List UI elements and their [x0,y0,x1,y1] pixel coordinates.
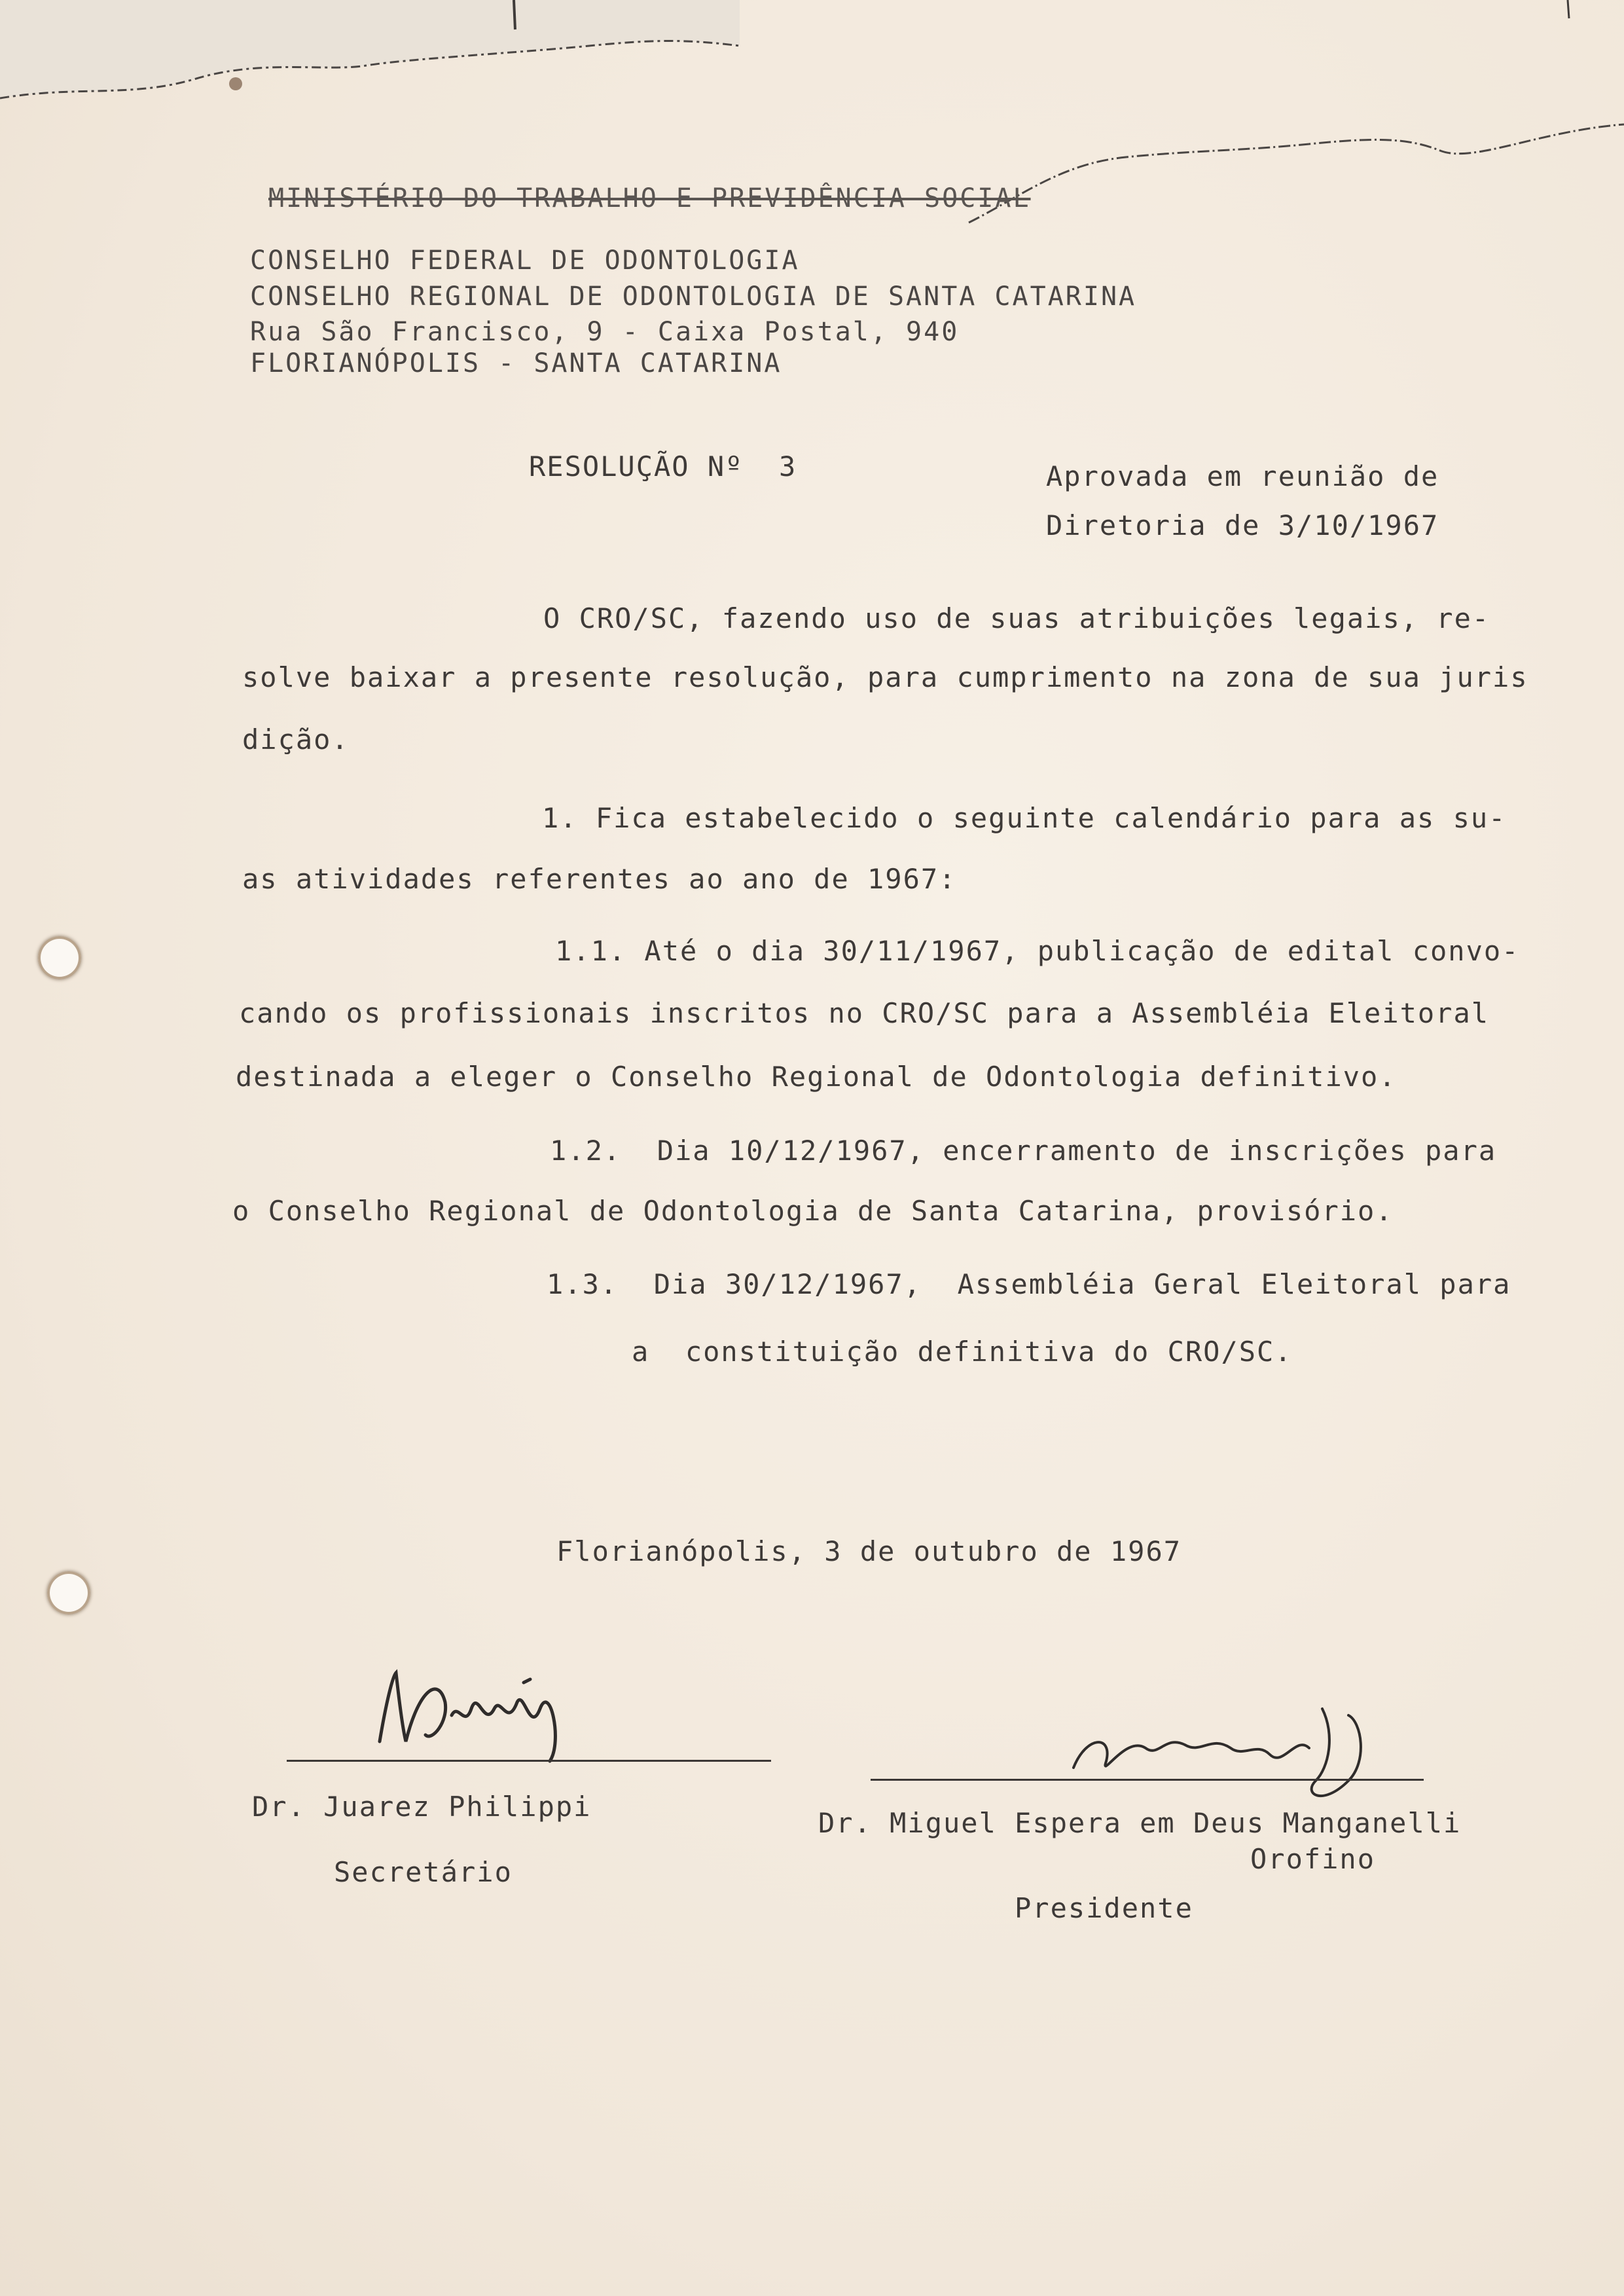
item12-line-1: 1.2. Dia 10/12/1967, encerramento de inscrições para [550,1135,1497,1167]
item11-line-2: cando os profissionais inscritos no CRO/SC para a Assembléia Eleitoral [239,997,1490,1029]
punch-hole-upper [38,936,81,979]
item1-line-1: 1. Fica estabelecido o seguinte calendário para as su- [542,802,1507,834]
item1-line-2: as atividades referentes ao ano de 1967: [242,863,957,895]
president-name: Dr. Miguel Espera em Deus Manganelli [818,1807,1462,1839]
item11-line-3: destinada a eleger o Conselho Regional de Odontologia definitivo. [236,1061,1397,1093]
item13-line-1: 1.3. Dia 30/12/1967, Assembléia Geral Eleitoral para [547,1268,1511,1300]
intro-line-1: O CRO/SC, fazendo uso de suas atribuições legais, re- [543,602,1490,634]
president-name-continued: Orofino [1250,1843,1376,1875]
item11-line-1: 1.1. Até o dia 30/11/1967, publicação de edital convo- [555,935,1520,967]
secretary-name: Dr. Juarez Philippi [252,1791,592,1823]
ministry-line: MINISTÉRIO DO TRABALHO E PREVIDÊNCIA SOCIAL [268,183,1031,213]
place-date: Florianópolis, 3 de outubro de 1967 [556,1535,1182,1567]
item13-line-2: a constituição definitiva do CRO/SC. [632,1336,1293,1368]
signature-secretary [367,1663,628,1768]
signature-line-left [287,1760,771,1762]
intro-line-3: dição. [242,723,350,756]
approval-line-1: Aprovada em reunião de [1046,460,1439,492]
resolution-title: RESOLUÇÃO Nº 3 [529,450,797,483]
intro-line-2: solve baixar a presente resolução, para cumprimento na zona de sua juris [242,661,1528,693]
regional-council-line: CONSELHO REGIONAL DE ODONTOLOGIA DE SANTA CATARINA [250,282,1137,312]
signature-line-right [871,1779,1424,1781]
president-role: Presidente [1015,1892,1193,1924]
city-line: FLORIANÓPOLIS - SANTA CATARINA [250,348,782,378]
punch-hole-lower [47,1571,90,1614]
secretary-role: Secretário [334,1856,513,1888]
address-line: Rua São Francisco, 9 - Caixa Postal, 940 [250,317,960,347]
federal-council-line: CONSELHO FEDERAL DE ODONTOLOGIA [250,246,800,276]
item12-line-2: o Conselho Regional de Odontologia de Santa Catarina, provisório. [232,1195,1394,1227]
approval-line-2: Diretoria de 3/10/1967 [1046,509,1439,541]
